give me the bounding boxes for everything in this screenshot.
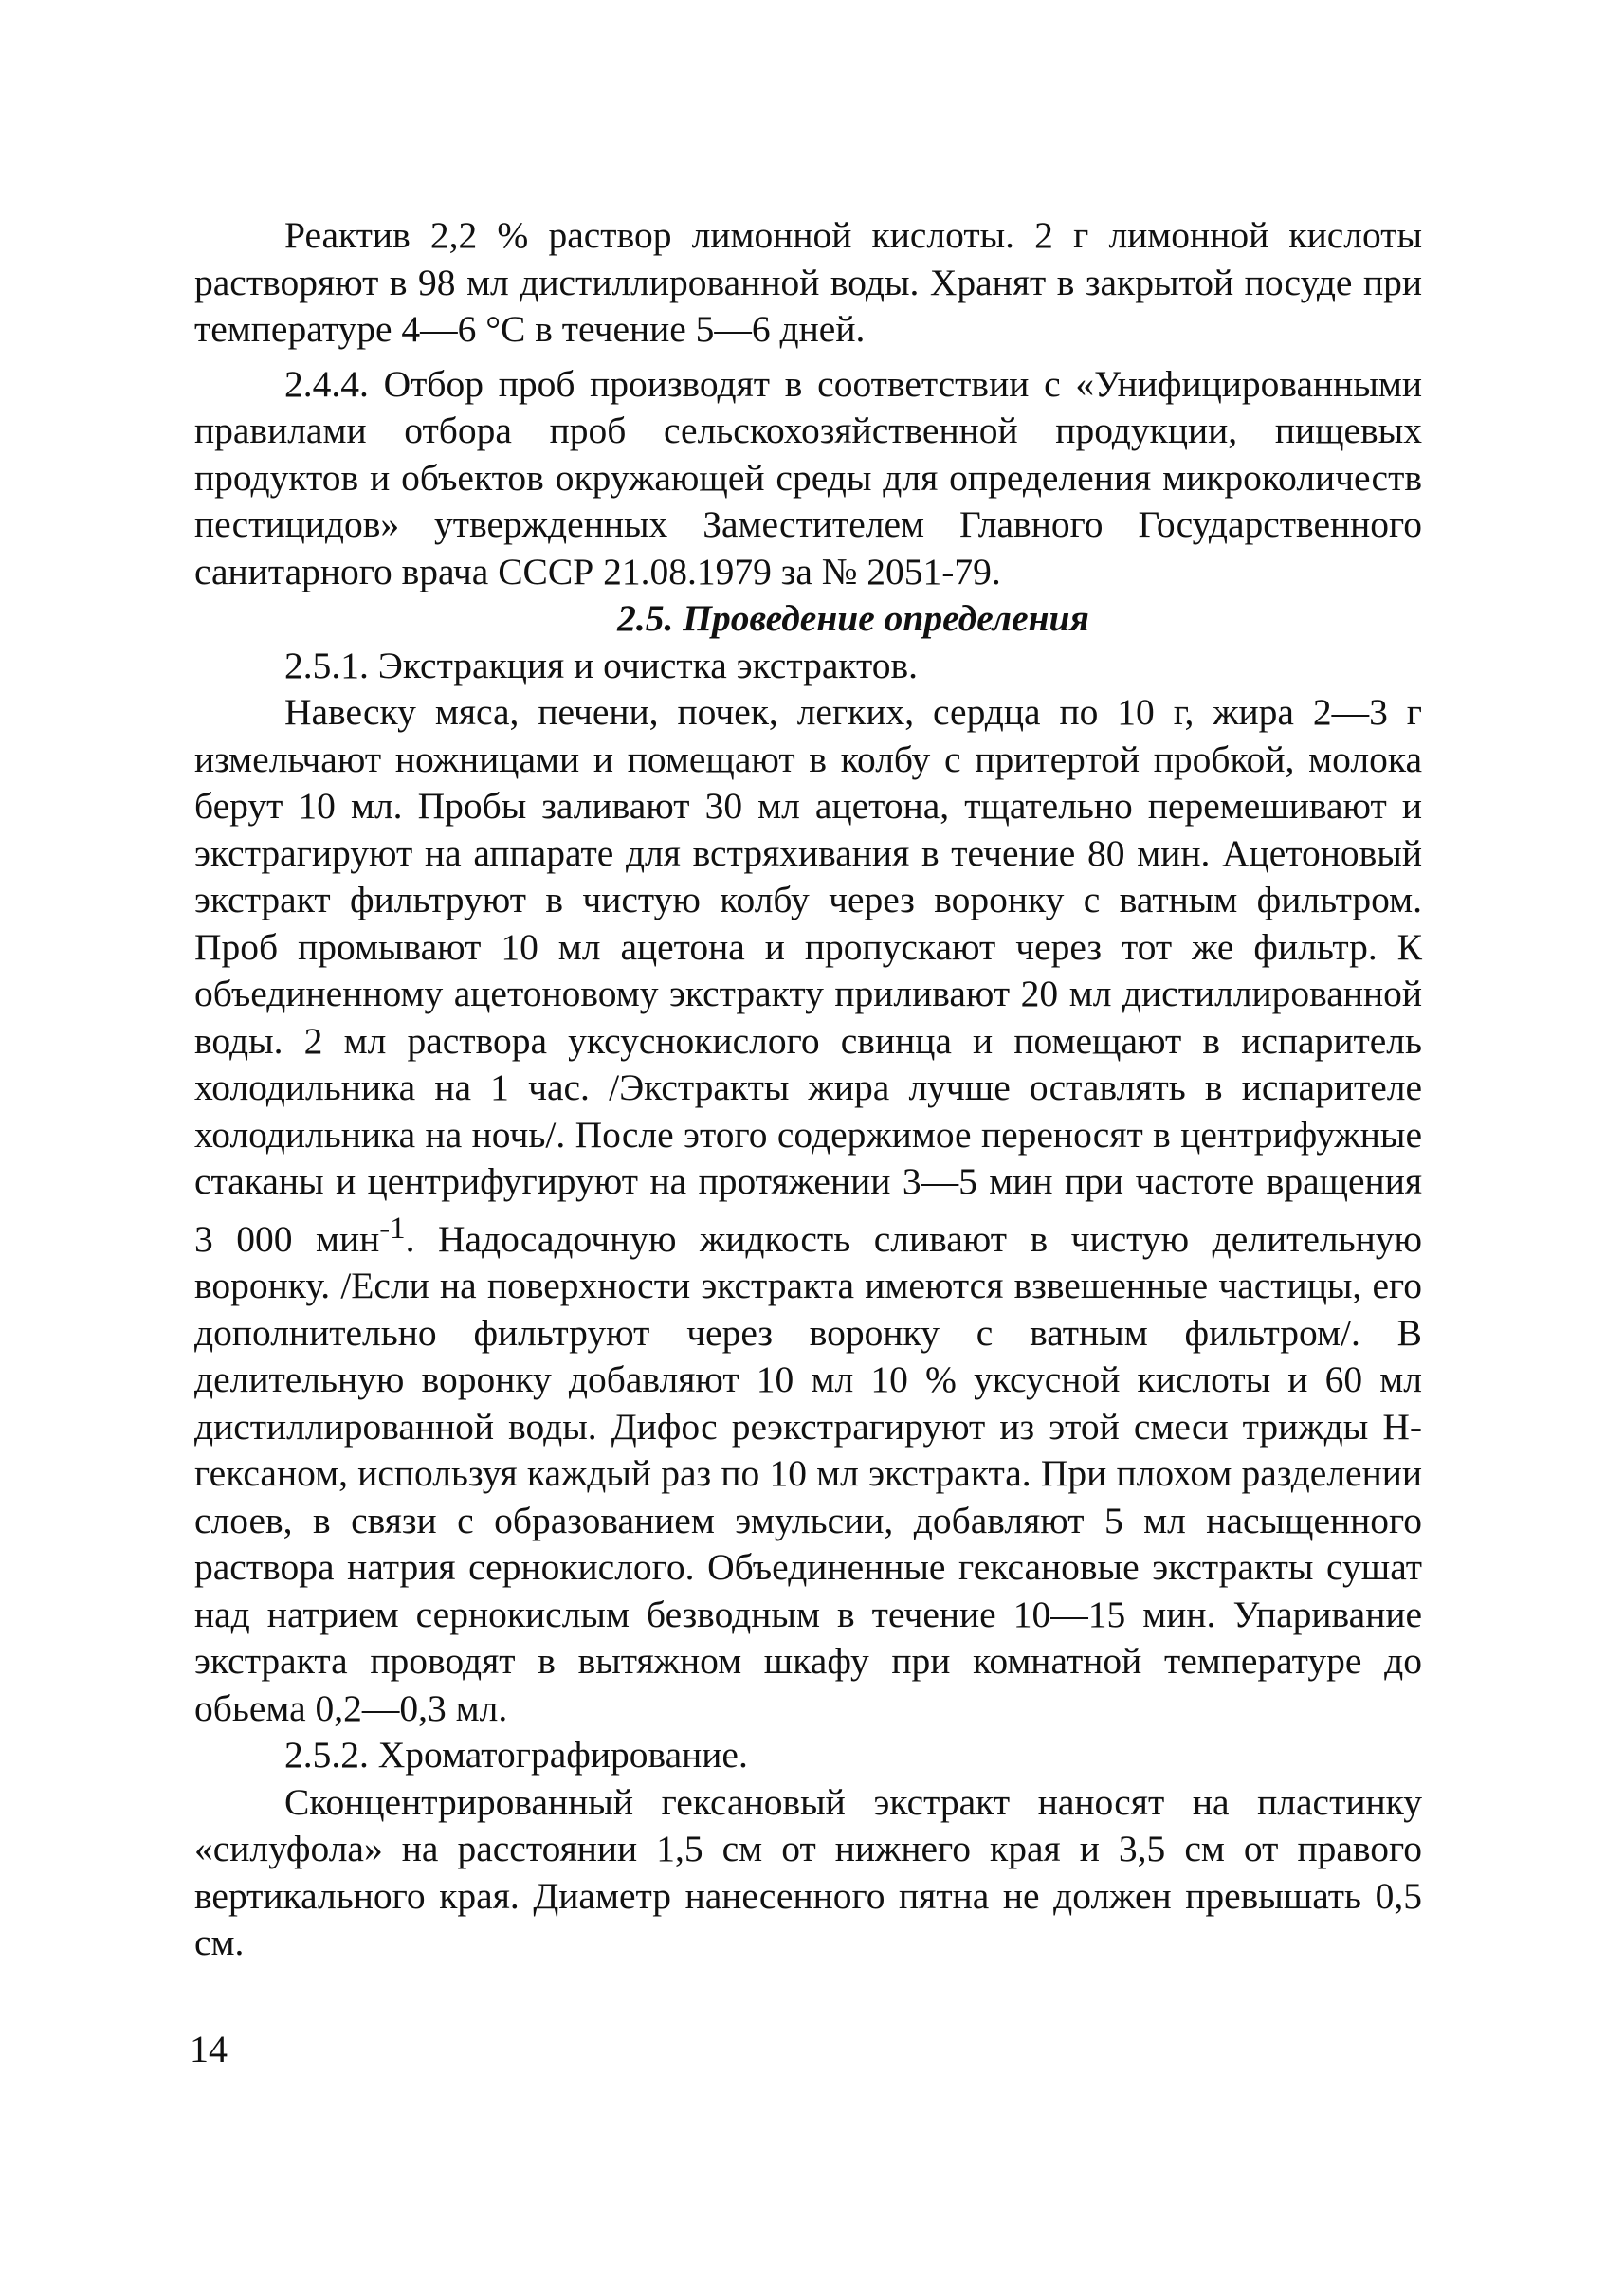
section-heading: 2.5. Проведение определения — [617, 597, 1089, 639]
body-text — [194, 212, 1422, 1967]
extraction-superscript: -1 — [379, 1211, 406, 1246]
subsection-chromatography-title: 2.5.2. Хроматографирование. — [284, 1734, 748, 1777]
extraction-text-part1: Навеску мяса, печени, почек, легких, сердца по 10 г, жира 2—3 г измельчают ножницами и помещают в колбу с притертой пробкой, молока берут 10 мл. Пробы заливают 30 мл ацетона, тщательно перемешивают и экстрагируют на аппарате для встряхивания в течение 80 мин. Ацетоновый экстракт фильтруют в чистую колбу через воронку с ватным фильтром. Проб промывают 10 мл ацетона и пропускают через тот же фильтр. К объединенному ацетоновому экстракту приливают 20 мл дистиллированной воды. 2 мл раствора уксуснокислого свинца и помещают в испаритель холодильника на 1 час. /Экстракты жира лучше оставлять в испарителе холодильника на ночь/. После этого содержимое переносят в центрифужные стаканы и центрифугируют на протяжении 3—5 мин при частоте вращения 3 000 мин — [194, 691, 1422, 1260]
extraction-paragraph — [194, 689, 1422, 1732]
chromatography-paragraph: Сконцентрированный гексановый экстракт наносят на пластинку «силуфола» на расстоянии 1,5 см от нижнего края и 3,5 см от правого вертикального края. Диаметр нанесенного пятна не должен превышать 0,5 см. — [194, 1780, 1422, 1964]
page-number: 14 — [190, 2028, 228, 2070]
reagent-paragraph: Реактив 2,2 % раствор лимонной кислоты. 2 г лимонной кислоты растворяют в 98 мл дистиллированной воды. Хранят в закрытой посуде при температуре 4—6 °С в течение 5—6 дней. — [194, 214, 1422, 350]
subsection-extraction-title: 2.5.1. Экстракция и очистка экстрактов. — [284, 644, 919, 686]
extraction-text-part2: . Надосадочную жидкость сливают в чистую делительную воронку. /Если на поверхности экстракта имеются взвешенные частицы, его дополнительно фильтруют через воронку с ватным фильтром/. В делительную воронку добавляют 10 мл 10 % уксусной кислоты и 60 мл дистиллированной воды. Дифос реэкстрагируют из этой смеси трижды Н-гексаном, используя каждый раз по 10 мл экстракта. При плохом разделении слоев, в связи с образованием эмульсии, добавляют 5 мл насыщенного раствора натрия сернокислого. Объединенные гексановые экстракты сушат над натрием сернокислым безводным в течение 10—15 мин. Упаривание экстракта проводят в вытяжном шкафу при комнатной температуре до обьема 0,2—0,3 мл. — [194, 1217, 1422, 1729]
sampling-paragraph: 2.4.4. Отбор проб производят в соответствии с «Унифицированными правилами отбора проб сельскохозяйственной продукции, пищевых продуктов и объектов окружающей среды для определения микроколичеств пестицидов» утвержденных Заместителем Главного Государственного санитарного врача СССР 21.08.1979 за № 2051-79. — [194, 362, 1422, 592]
